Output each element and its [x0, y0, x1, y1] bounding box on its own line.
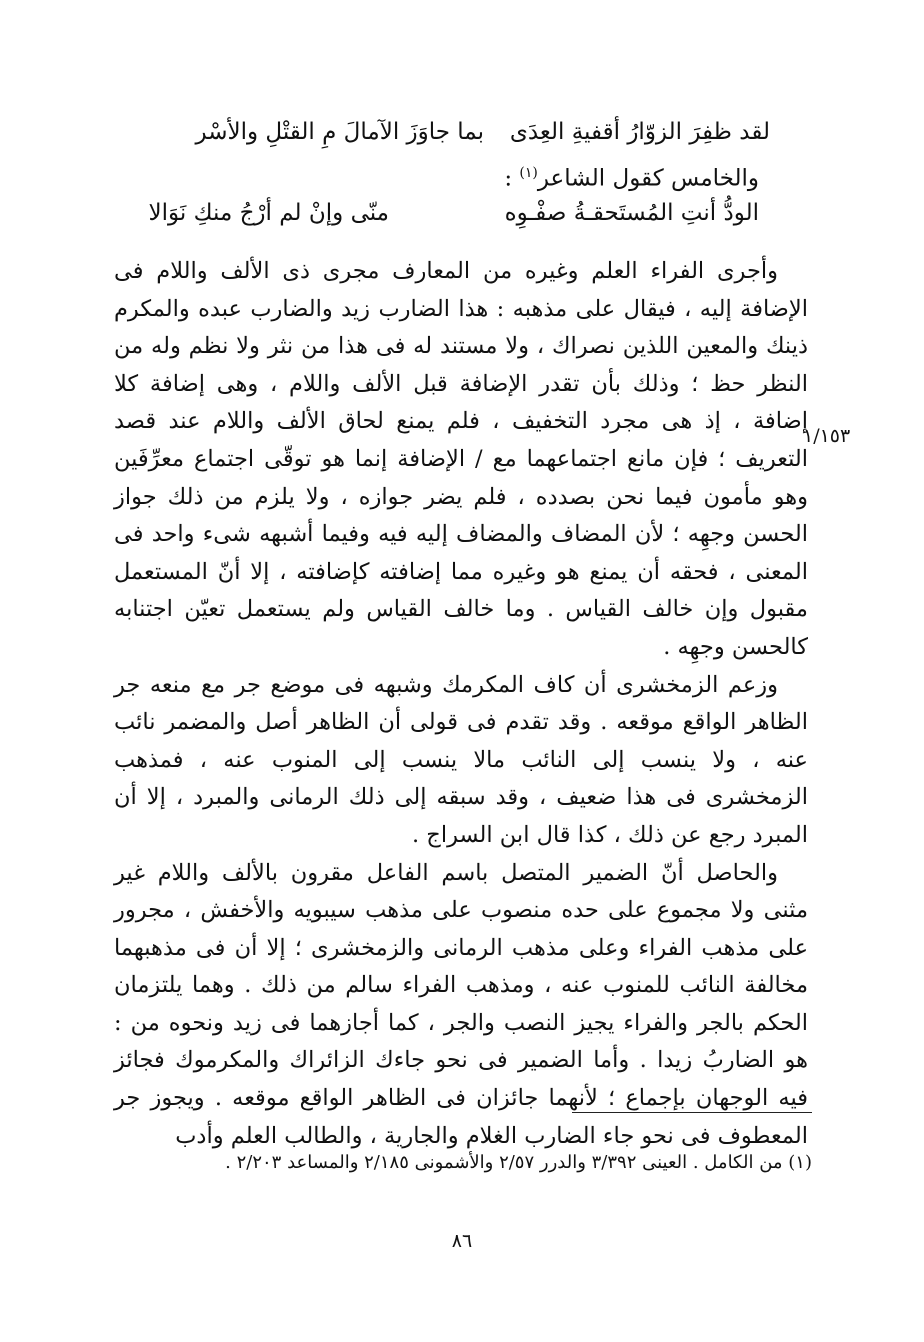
- paragraph-1: وأجرى الفراء العلم وغيره من المعارف مجرى ذى الألف واللام فى الإضافة إليه ، فيقال على مذهبه : هذا الضارب زيد والضارب عبده والمكرم ذينك والمعين اللذين نصراك ، ولا مستند له فى هذا من نثر ولا نظم وله من النظر حظ ؛ وذلك بأن تقدر الإضافة قبل الألف واللام ، وهى إضافة كلا إضافة ، إذ هى مجرد التخفيف ، فلم يمنع لحاق الألف واللام عند قصد التعريف ؛ فإن مانع اجتماعهما مع / الإضافة إنما هو توقّى اجتماع معرِّفَين وهو مأمون فيما نحن بصدده ، فلم يضر جوازه ، ولا يلزم من ذلك جواز الحسن وجهِه ؛ لأن المضاف والمضاف إليه فيه وفيما أشبهه شىء واحد فى المعنى ، فحقه أن يمنع هو وغيره مما إضافته كإضافته ، إلا أنّ المستعمل مقبول وإن خالف القياس . وما خالف القياس ولم يستعمل تعيّن اجتنابه كالحسن وجهِه .: [114, 258, 808, 660]
- verse-intro-text: والخامس كقول الشاعر: [537, 165, 759, 192]
- body-text: [114, 253, 808, 1155]
- page-number: ٨٦: [451, 1230, 473, 1252]
- paragraph-2: وزعم الزمخشرى أن كاف المكرمك وشبهه فى موضع جر مع منعه جر الظاهر الواقع موقعه . وقد تقدم فى قولى أن الظاهر أصل والمضمر نائب عنه ، ولا ينسب إلى النائب مالا ينسب إلى المنوب عنه ، فمذهب الزمخشرى فى هذا ضعيف ، وقد سبقه إلى ذلك الرمانى والمبرد ، إلا أن المبرد رجع عن ذلك ، كذا قال ابن السراج .: [114, 671, 808, 848]
- verse-intro-colon: :: [504, 165, 513, 192]
- verse-intro: [504, 158, 759, 194]
- footnote-marker: (١): [519, 165, 538, 181]
- verse-1-right-hemistich: لقد ظفِرَ الزوّارُ أقفيةِ العِدَى: [509, 119, 770, 145]
- verse-2-left-hemistich: منّى وإنْ لم أرْجُ منكِ نَوَالا: [148, 200, 389, 226]
- margin-reference: ١/١٥٣: [803, 425, 851, 447]
- footnote: (١) من الكامل . العينى ٣/٣٩٢ والدرر ٢/٥٧ والأشمونى ٢/١٨٥ والمساعد ٢/٢٠٣ .: [225, 1152, 812, 1173]
- verse-1-left-hemistich: بما جاوَزَ الآمالَ مِ القتْلِ والأسْر: [195, 119, 484, 145]
- verse-2-right-hemistich: الودُّ أنتِ المُستَحقـةُ صفْـوِه: [504, 200, 759, 226]
- footnote-separator: [572, 1112, 812, 1113]
- paragraph-3: والحاصل أنّ الضمير المتصل باسم الفاعل مقرون بالألف واللام غير مثنى ولا مجموع على حده منصوب على مذهب سيبويه والأخفش ، مجرور على مذهب الفراء وعلى مذهب الرمانى والزمخشرى ؛ إلا أن فى مذهبهما مخالفة النائب للمنوب عنه ، ومذهب الفراء سالم من ذلك . وهما يلتزمان الحكم بالجر والفراء يجيز النصب والجر ، كما أجازهما فى زيد ونحوه من : هو الضاربُ زيدا . وأما الضمير فى نحو جاءك الزائراك والمكرموك فجائز فيه الوجهان بإجماع ؛ لأنهما جائزان فى الظاهر الواقع موقعه . ويجوز جر المعطوف فى نحو جاء الضارب الغلام والجارية ، والطالب العلم وأدب: [114, 859, 808, 1149]
